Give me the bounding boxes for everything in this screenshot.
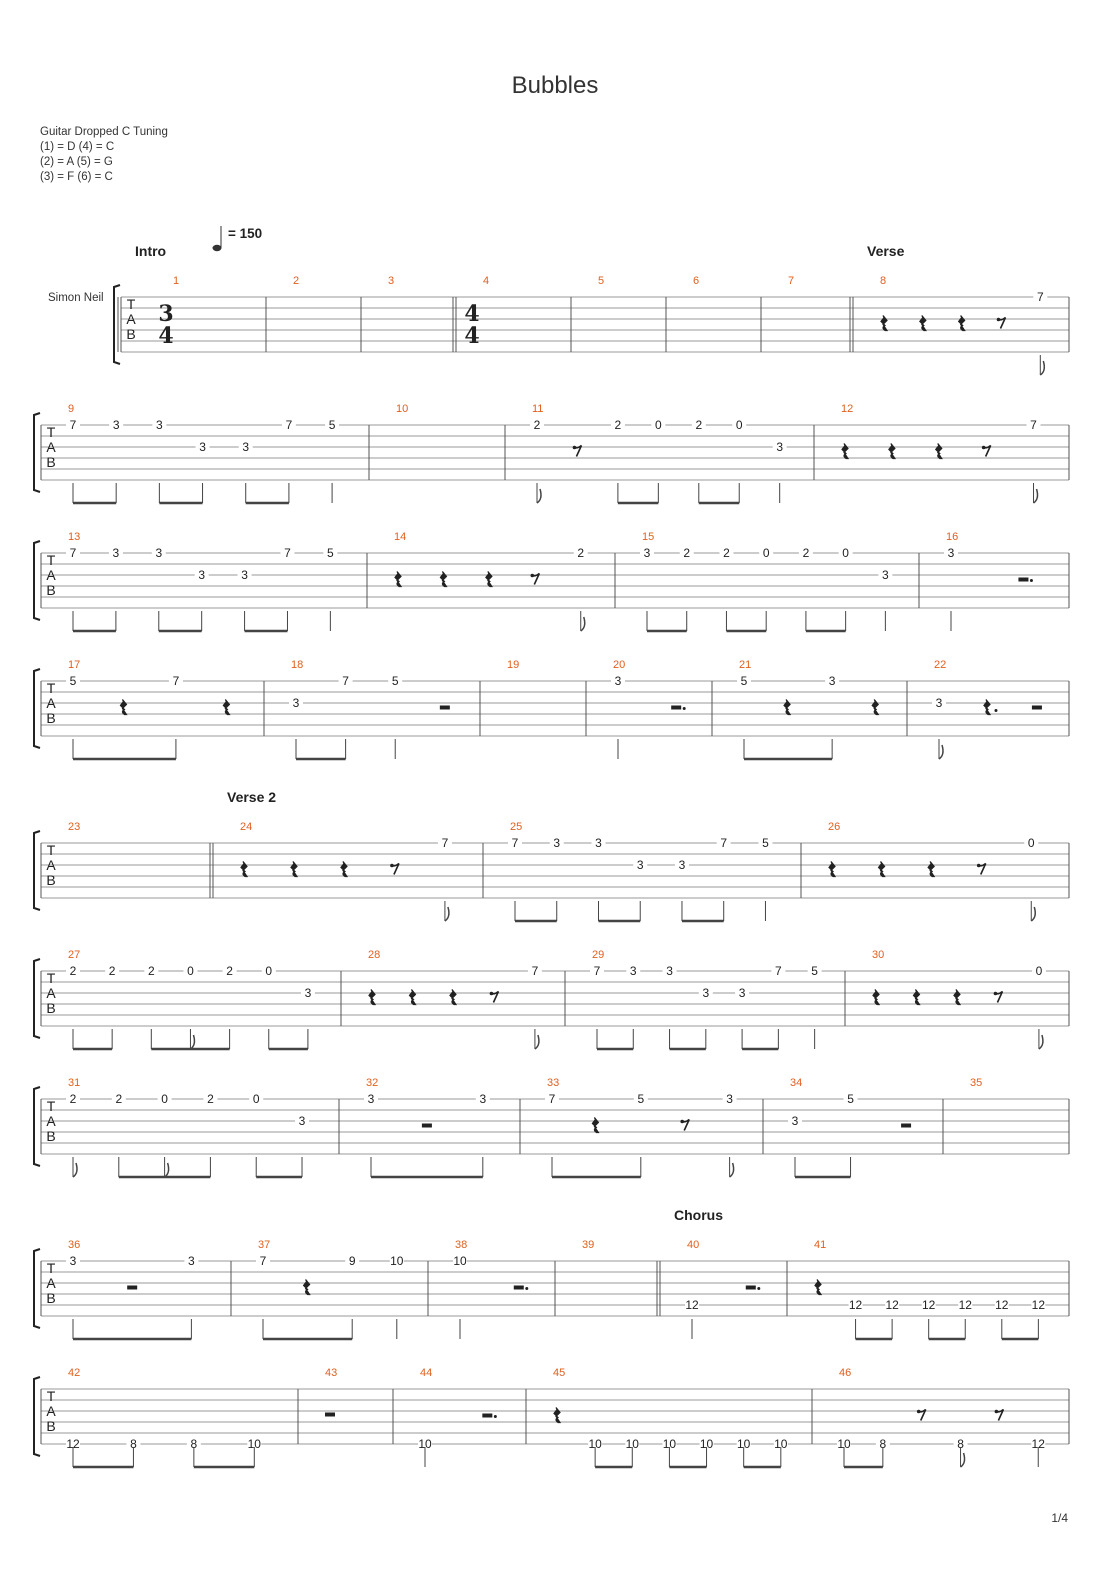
fret-number: 3	[738, 986, 746, 1000]
fret-number: 7	[285, 418, 293, 432]
quarter-rest	[872, 700, 878, 715]
measure-number: 42	[68, 1367, 81, 1379]
half-rest	[1032, 706, 1042, 710]
fret-number: 7	[1036, 290, 1044, 304]
half-rest	[422, 1124, 432, 1128]
fret-number: 5	[740, 674, 748, 688]
fret-number: 2	[533, 418, 541, 432]
measure-number: 39	[582, 1239, 595, 1251]
rest-dot	[757, 1287, 760, 1290]
fret-number: 7	[511, 836, 519, 850]
tab-clef-letter: B	[46, 710, 56, 726]
half-rest	[482, 1414, 492, 1418]
measure-number: 16	[946, 531, 959, 543]
fret-number: 2	[147, 964, 155, 978]
eighth-flag	[445, 907, 449, 921]
measure-number: 44	[420, 1367, 433, 1379]
system-bracket	[34, 669, 40, 748]
fret-number: 7	[284, 546, 291, 560]
fret-number: 0	[252, 1092, 260, 1106]
fret-number: 12	[1031, 1437, 1045, 1451]
eighth-flag	[165, 1163, 169, 1177]
half-rest	[440, 706, 450, 710]
time-signature-top: 3	[158, 301, 174, 327]
quarter-rest	[879, 862, 885, 877]
fret-number: 7	[720, 836, 728, 850]
half-rest	[901, 1124, 911, 1128]
fret-number: 2	[802, 546, 810, 560]
quarter-rest	[341, 862, 347, 877]
fret-number: 10	[837, 1437, 851, 1451]
fret-number: 12	[848, 1298, 863, 1312]
quarter-rest	[369, 990, 375, 1005]
fret-number: 12	[66, 1437, 80, 1451]
whole-rest	[325, 1413, 335, 1417]
tab-clef-letter: A	[46, 567, 56, 583]
measure-number: 25	[510, 821, 523, 833]
eighth-flag	[1034, 489, 1038, 503]
quarter-rest	[120, 700, 126, 715]
tab-clef-letter: A	[46, 857, 56, 873]
eighth-flag	[581, 617, 585, 631]
tab-clef-letter: B	[46, 454, 56, 470]
half-rest	[1018, 578, 1028, 582]
eighth-rest-dot	[390, 864, 394, 868]
quarter-rest	[223, 700, 229, 715]
fret-number: 5	[391, 674, 399, 688]
fret-number: 3	[155, 546, 163, 560]
tuning-line: (2) = A (5) = G	[40, 156, 113, 168]
fret-number: 3	[156, 418, 163, 432]
fret-number: 5	[637, 1092, 645, 1106]
fret-number: 5	[69, 674, 77, 688]
quarter-rest	[440, 572, 446, 587]
measure-number: 11	[532, 403, 544, 415]
measure-number: 17	[68, 659, 81, 671]
fret-number: 12	[995, 1298, 1009, 1312]
rest-dot	[994, 709, 997, 712]
section-label: Chorus	[674, 1207, 723, 1223]
quarter-rest	[395, 572, 401, 587]
measure-number: 12	[841, 403, 854, 415]
fret-number: 8	[957, 1437, 964, 1451]
quarter-rest	[954, 990, 960, 1005]
fret-number: 0	[654, 418, 662, 432]
eighth-flag	[73, 1163, 77, 1177]
tab-clef-letter: B	[46, 1418, 56, 1434]
fret-number: 10	[737, 1437, 751, 1451]
fret-number: 7	[342, 674, 349, 688]
fret-number: 10	[625, 1437, 639, 1451]
tab-clef-letter: A	[46, 695, 56, 711]
measure-number: 14	[394, 531, 407, 543]
measure-number: 28	[368, 949, 381, 961]
tab-clef-letter: B	[46, 1000, 56, 1016]
fret-number: 8	[130, 1437, 137, 1451]
eighth-rest-dot	[531, 574, 535, 578]
measure-number: 23	[68, 821, 81, 833]
eighth-flag	[730, 1163, 734, 1177]
fret-number: 8	[879, 1437, 887, 1451]
fret-number: 0	[762, 546, 770, 560]
fret-number: 3	[776, 440, 784, 454]
fret-number: 3	[479, 1092, 487, 1106]
tab-clef-letter: T	[46, 1260, 56, 1276]
fret-number: 0	[161, 1092, 168, 1106]
measure-number: 20	[613, 659, 626, 671]
tab-clef-letter: T	[46, 680, 56, 696]
eighth-rest-dot	[680, 1120, 684, 1124]
fret-number: 3	[112, 418, 120, 432]
fret-number: 3	[69, 1254, 77, 1268]
tab-clef-letter: T	[46, 1098, 56, 1114]
fret-number: 2	[695, 418, 703, 432]
eighth-rest-dot	[994, 992, 998, 996]
fret-number: 7	[531, 964, 539, 978]
fret-number: 10	[662, 1437, 677, 1451]
fret-number: 2	[577, 546, 585, 560]
measure-number: 45	[553, 1367, 566, 1379]
quarter-rest	[959, 316, 965, 331]
fret-number: 0	[735, 418, 743, 432]
quarter-rest	[291, 862, 297, 877]
fret-number: 3	[241, 568, 248, 582]
quarter-rest	[889, 444, 895, 459]
measure-number: 43	[325, 1367, 338, 1379]
fret-number: 0	[842, 546, 849, 560]
quarter-rest	[241, 862, 247, 877]
quarter-rest	[450, 990, 456, 1005]
fret-number: 2	[723, 546, 730, 560]
fret-number: 3	[298, 1114, 306, 1128]
quarter-rest	[928, 862, 934, 877]
system-bracket	[34, 1087, 40, 1166]
tab-clef-letter: A	[126, 311, 136, 327]
fret-number: 7	[1030, 418, 1037, 432]
fret-number: 9	[348, 1254, 356, 1268]
fret-number: 0	[187, 964, 194, 978]
section-label: Verse	[867, 243, 905, 259]
tab-clef-letter: T	[46, 552, 56, 568]
tab-clef-letter: B	[46, 582, 56, 598]
fret-number: 3	[791, 1114, 799, 1128]
quarter-rest	[920, 316, 926, 331]
tempo-note-head	[213, 245, 222, 251]
quarter-rest	[784, 700, 790, 715]
system-bracket	[114, 285, 120, 364]
section-label: Verse 2	[227, 789, 277, 805]
fret-number: 7	[69, 418, 77, 432]
quarter-rest	[873, 990, 879, 1005]
fret-number: 3	[882, 568, 889, 582]
eighth-rest-dot	[573, 446, 577, 450]
fret-number: 10	[453, 1254, 467, 1268]
fret-number: 10	[774, 1437, 788, 1451]
fret-number: 10	[588, 1437, 602, 1451]
fret-number: 5	[811, 964, 818, 978]
measure-number: 35	[970, 1077, 983, 1089]
fret-number: 2	[69, 964, 77, 978]
fret-number: 10	[247, 1437, 261, 1451]
fret-number: 3	[636, 858, 644, 872]
system-bracket	[34, 959, 40, 1038]
fret-number: 3	[188, 1254, 195, 1268]
fret-number: 3	[643, 546, 651, 560]
rest-dot	[525, 1287, 528, 1290]
measure-number: 27	[68, 949, 81, 961]
measure-number: 4	[483, 275, 490, 287]
system-bracket	[34, 1377, 40, 1456]
fret-number: 2	[207, 1092, 214, 1106]
fret-number: 7	[259, 1254, 267, 1268]
fret-number: 0	[265, 964, 273, 978]
track-name: Simon Neil	[48, 292, 104, 304]
measure-number: 19	[507, 659, 520, 671]
measure-number: 6	[693, 275, 700, 287]
fret-number: 12	[958, 1298, 972, 1312]
fret-number: 2	[226, 964, 233, 978]
quarter-rest	[592, 1118, 598, 1133]
fret-number: 5	[327, 546, 334, 560]
tab-clef-letter: B	[46, 1128, 56, 1144]
measure-number: 3	[388, 275, 395, 287]
system-bracket	[34, 541, 40, 620]
fret-number: 10	[699, 1437, 714, 1451]
quarter-rest	[554, 1408, 560, 1423]
fret-number: 3	[828, 674, 836, 688]
quarter-rest	[409, 990, 415, 1005]
fret-number: 12	[922, 1298, 936, 1312]
fret-number: 3	[702, 986, 710, 1000]
fret-number: 3	[304, 986, 312, 1000]
measure-number: 7	[788, 275, 795, 287]
eighth-rest-dot	[917, 1410, 921, 1414]
tab-clef-letter: T	[46, 424, 56, 440]
half-rest	[514, 1286, 524, 1290]
eighth-flag	[1031, 907, 1035, 921]
rest-dot	[1030, 579, 1033, 582]
tempo-marking: = 150	[228, 226, 263, 241]
eighth-rest-dot	[982, 446, 986, 450]
fret-number: 5	[328, 418, 336, 432]
eighth-rest-dot	[977, 864, 981, 868]
tab-clef-letter: B	[46, 872, 56, 888]
fret-number: 3	[666, 964, 673, 978]
fret-number: 7	[441, 836, 449, 850]
measure-number: 36	[68, 1239, 81, 1251]
quarter-rest	[304, 1280, 310, 1295]
measure-number: 13	[68, 531, 81, 543]
half-rest	[746, 1286, 756, 1290]
fret-number: 3	[553, 836, 561, 850]
fret-number: 3	[292, 696, 300, 710]
eighth-flag	[939, 745, 943, 759]
measure-number: 31	[68, 1077, 81, 1089]
fret-number: 0	[1027, 836, 1035, 850]
fret-number: 3	[199, 440, 206, 454]
fret-number: 2	[108, 964, 116, 978]
fret-number: 5	[847, 1092, 854, 1106]
rest-dot	[683, 707, 686, 710]
measure-number: 2	[293, 275, 300, 287]
measure-number: 32	[366, 1077, 379, 1089]
fret-number: 3	[112, 546, 120, 560]
fret-number: 7	[593, 964, 601, 978]
fret-number: 3	[935, 696, 943, 710]
song-title: Bubbles	[511, 72, 599, 99]
time-signature-top: 4	[464, 301, 480, 327]
fret-number: 3	[595, 836, 602, 850]
tab-clef-letter: B	[126, 326, 136, 342]
tab-clef-letter: B	[46, 1290, 56, 1306]
measure-number: 5	[598, 275, 605, 287]
measure-number: 24	[240, 821, 253, 833]
tab-clef-letter: A	[46, 985, 56, 1001]
fret-number: 7	[172, 674, 180, 688]
fret-number: 3	[367, 1092, 375, 1106]
quarter-rest	[936, 444, 942, 459]
fret-number: 7	[69, 546, 77, 560]
fret-number: 12	[885, 1298, 899, 1312]
tuning-line: (3) = F (6) = C	[40, 171, 113, 183]
time-signature-bottom: 4	[464, 323, 480, 349]
measure-number: 1	[173, 275, 180, 287]
tab-clef-letter: A	[46, 1113, 56, 1129]
measure-number: 8	[880, 275, 887, 287]
eighth-rest-dot	[490, 992, 494, 996]
eighth-flag	[537, 489, 541, 503]
quarter-rest	[913, 990, 919, 1005]
quarter-rest	[881, 316, 887, 331]
system-bracket	[34, 1249, 40, 1328]
tab-clef-letter: T	[126, 296, 136, 312]
fret-number: 2	[69, 1092, 77, 1106]
measure-number: 33	[547, 1077, 560, 1089]
fret-number: 2	[683, 546, 691, 560]
fret-number: 3	[726, 1092, 733, 1106]
system-bracket	[34, 413, 40, 492]
quarter-rest	[984, 700, 990, 715]
tab-clef-letter: T	[46, 970, 56, 986]
measure-number: 41	[814, 1239, 827, 1251]
tab-clef-letter: T	[46, 842, 56, 858]
eighth-flag	[190, 1035, 194, 1049]
quarter-rest	[842, 444, 848, 459]
quarter-rest	[486, 572, 492, 587]
eighth-flag	[1040, 361, 1044, 375]
tuning-name: Guitar Dropped C Tuning	[40, 126, 168, 138]
measure-number: 40	[687, 1239, 700, 1251]
measure-number: 22	[934, 659, 947, 671]
eighth-rest-dot	[997, 318, 1001, 322]
quarter-rest	[829, 862, 835, 877]
fret-number: 3	[947, 546, 955, 560]
measure-number: 15	[642, 531, 655, 543]
measure-number: 34	[790, 1077, 803, 1089]
fret-number: 12	[685, 1298, 699, 1312]
fret-number: 8	[190, 1437, 198, 1451]
measure-number: 26	[828, 821, 841, 833]
measure-number: 38	[455, 1239, 468, 1251]
quarter-rest	[815, 1280, 821, 1295]
measure-number: 37	[258, 1239, 271, 1251]
section-label: Intro	[135, 243, 167, 259]
fret-number: 0	[1035, 964, 1043, 978]
fret-number: 10	[390, 1254, 404, 1268]
eighth-flag	[961, 1453, 965, 1467]
tab-clef-letter: T	[46, 1388, 56, 1404]
fret-number: 12	[1031, 1298, 1046, 1312]
fret-number: 10	[418, 1437, 432, 1451]
fret-number: 2	[115, 1092, 123, 1106]
fret-number: 7	[548, 1092, 556, 1106]
fret-number: 2	[614, 418, 622, 432]
measure-number: 46	[839, 1367, 852, 1379]
fret-number: 5	[762, 836, 769, 850]
eighth-flag	[1039, 1035, 1043, 1049]
fret-number: 7	[775, 964, 782, 978]
fret-number: 3	[678, 858, 686, 872]
measure-number: 18	[291, 659, 304, 671]
page-number: 1/4	[1051, 1511, 1068, 1525]
measure-number: 30	[872, 949, 885, 961]
tab-clef-letter: A	[46, 1275, 56, 1291]
tab-clef-letter: A	[46, 1403, 56, 1419]
fret-number: 3	[614, 674, 622, 688]
fret-number: 3	[629, 964, 637, 978]
measure-number: 21	[739, 659, 752, 671]
eighth-flag	[535, 1035, 539, 1049]
tuning-line: (1) = D (4) = C	[40, 141, 115, 153]
rest-dot	[494, 1415, 497, 1418]
measure-number: 29	[592, 949, 605, 961]
measure-number: 9	[68, 403, 75, 415]
tab-clef-letter: A	[46, 439, 56, 455]
measure-number: 10	[396, 403, 409, 415]
system-bracket	[34, 831, 40, 910]
time-signature-bottom: 4	[158, 323, 174, 349]
half-rest	[127, 1286, 137, 1290]
fret-number: 3	[198, 568, 206, 582]
fret-number: 3	[242, 440, 250, 454]
eighth-rest-dot	[995, 1410, 999, 1414]
half-rest	[671, 706, 681, 710]
